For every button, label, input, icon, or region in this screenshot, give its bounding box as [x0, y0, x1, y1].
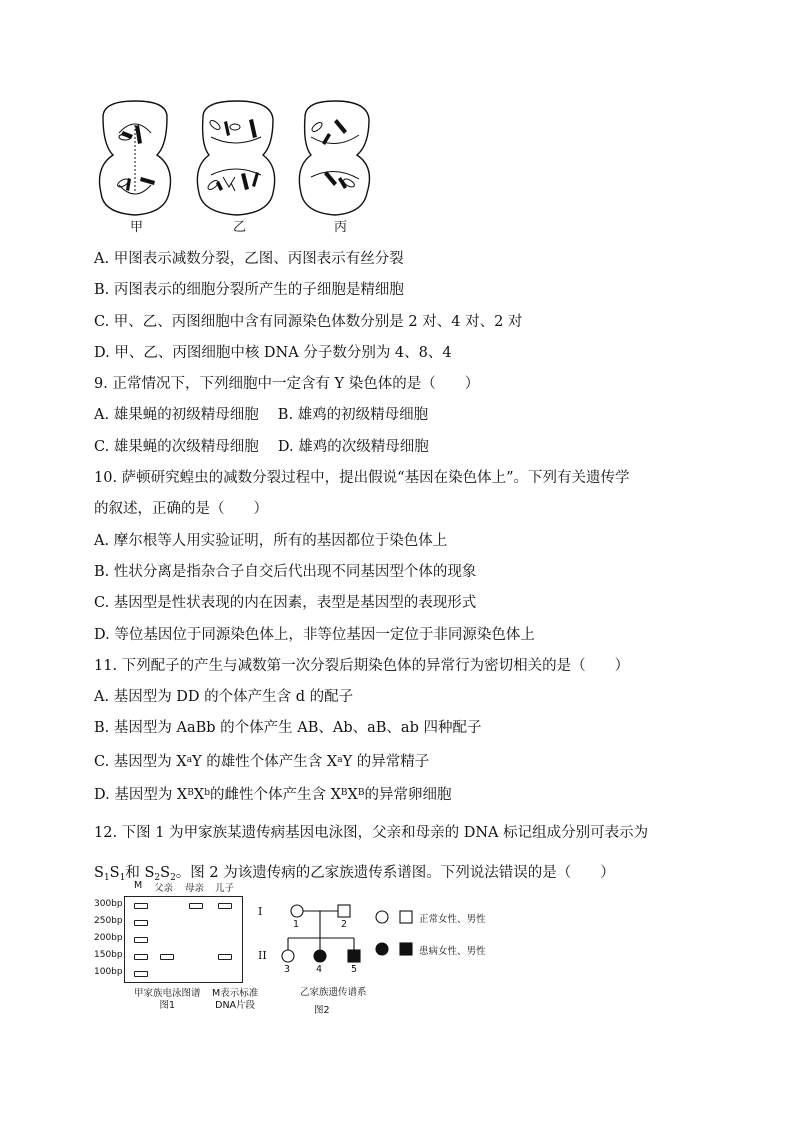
gel-caption: 甲家族电泳图谱 图1	[134, 988, 201, 1011]
legend-normal: 正常女性、男性	[419, 914, 486, 925]
female-4-affected	[314, 950, 326, 962]
gen-label-1: I	[258, 905, 263, 918]
gel-col-son: 儿子	[215, 883, 235, 894]
q11-option-c: C. 基因型为 $X^aY$ 的雄性个体产生含 $X^aY$ 的异常精子	[94, 753, 430, 770]
bp-label-250: 250bp	[94, 916, 123, 926]
male-5-affected	[348, 950, 360, 962]
q8-option-c: C. 甲、乙、丙图细胞中含有同源染色体数分别是 2 对、4 对、2 对	[94, 313, 523, 330]
q9-options-row1: A. 雄果蝇的初级精母细胞 B. 雄鸡的初级精母细胞	[94, 407, 429, 424]
q11-option-a: A. 基因型为 DD 的个体产生含 d 的配子	[94, 689, 354, 706]
cell-label-jia: 甲	[130, 220, 144, 235]
bp-label-200: 200bp	[94, 933, 123, 943]
gel-note: M表示标准 DNA片段	[212, 988, 259, 1011]
bp-label-150: 150bp	[94, 950, 123, 960]
gel-band	[218, 903, 232, 909]
q11-option-b: B. 基因型为 AaBb 的个体产生 AB、Ab、aB、ab 四种配子	[94, 720, 482, 737]
cell-label-bing: 丙	[334, 220, 348, 235]
id-4: 4	[316, 964, 323, 975]
gel-band	[134, 903, 148, 909]
pedigree-caption: 乙家族遗传谱系	[300, 987, 367, 998]
q9-stem: 9. 正常情况下，下列细胞中一定含有 Y 染色体的是（ ）	[94, 376, 480, 393]
q10-option-c: C. 基因型是性状表现的内在因素，表型是基因型的表现形式	[94, 595, 477, 612]
gel-col-father: 父亲	[154, 883, 174, 894]
gel-col-mother: 母亲	[185, 883, 205, 894]
gel-band	[218, 954, 232, 960]
pedigree-figure	[254, 898, 514, 1018]
id-5: 5	[351, 964, 358, 975]
female-3	[282, 950, 294, 962]
cell-division-figure	[95, 97, 385, 235]
cell-label-yi: 乙	[233, 220, 247, 235]
gel-band	[134, 920, 148, 926]
bp-label-300: 300bp	[94, 899, 123, 909]
gel-band	[134, 937, 148, 943]
q10-option-a: A. 摩尔根等人用实验证明，所有的基因都位于染色体上	[94, 532, 448, 549]
gel-band	[134, 971, 148, 977]
q8-option-a: A. 甲图表示减数分裂，乙图、丙图表示有丝分裂	[94, 251, 404, 267]
q10-stem-line2: 的叙述，正确的是（ ）	[94, 501, 268, 518]
gel-band	[189, 903, 203, 909]
id-3: 3	[284, 964, 291, 975]
q12-stem-line2: $S_1S_1$和 $S_2S_2$。图 2 为该遗传病的乙家族遗传系谱图。下列说法错误的是（ ）	[94, 864, 615, 883]
q11-stem: 11. 下列配子的产生与减数第一次分裂后期染色体的异常行为密切相关的是（ ）	[94, 657, 630, 674]
q11-option-d: D. 基因型为 $X^BX^b$的雌性个体产生含 $X^BX^B$的异常卵细胞	[94, 787, 452, 804]
male-2	[338, 905, 350, 917]
q10-stem-line1: 10. 萨顿研究蝗虫的减数分裂过程中，提出假说“基因在染色体上”。下列有关遗传学	[94, 470, 630, 487]
gen-label-2: II	[258, 949, 267, 962]
q9-options-row2: C. 雄果蝇的次级精母细胞 D. 雄鸡的次级精母细胞	[94, 438, 429, 455]
q12-stem-line1: 12. 下图 1 为甲家族某遗传病基因电泳图，父亲和母亲的 DNA 标记组成分别可表示为	[94, 825, 649, 842]
gel-band	[160, 954, 174, 960]
pedigree-figure-number: 图2	[314, 1005, 330, 1016]
q10-option-d: D. 等位基因位于同源染色体上，非等位基因一定位于非同源染色体上	[94, 626, 535, 643]
question-text	[94, 244, 734, 894]
q8-option-d: D. 甲、乙、丙图细胞中核 DNA 分子数分别为 4、8、4	[94, 344, 452, 361]
id-1: 1	[293, 919, 300, 930]
q8-option-b: B. 丙图表示的细胞分裂所产生的子细胞是精细胞	[94, 282, 404, 299]
q10-option-b: B. 性状分离是指杂合子自交后代出现不同基因型个体的现象	[94, 563, 477, 580]
bp-label-100: 100bp	[94, 967, 123, 977]
gel-col-m: M	[134, 880, 143, 891]
legend-affected: 患病女性、男性	[419, 946, 486, 957]
female-1	[291, 905, 303, 917]
id-2: 2	[341, 919, 348, 930]
gel-band	[134, 954, 148, 960]
